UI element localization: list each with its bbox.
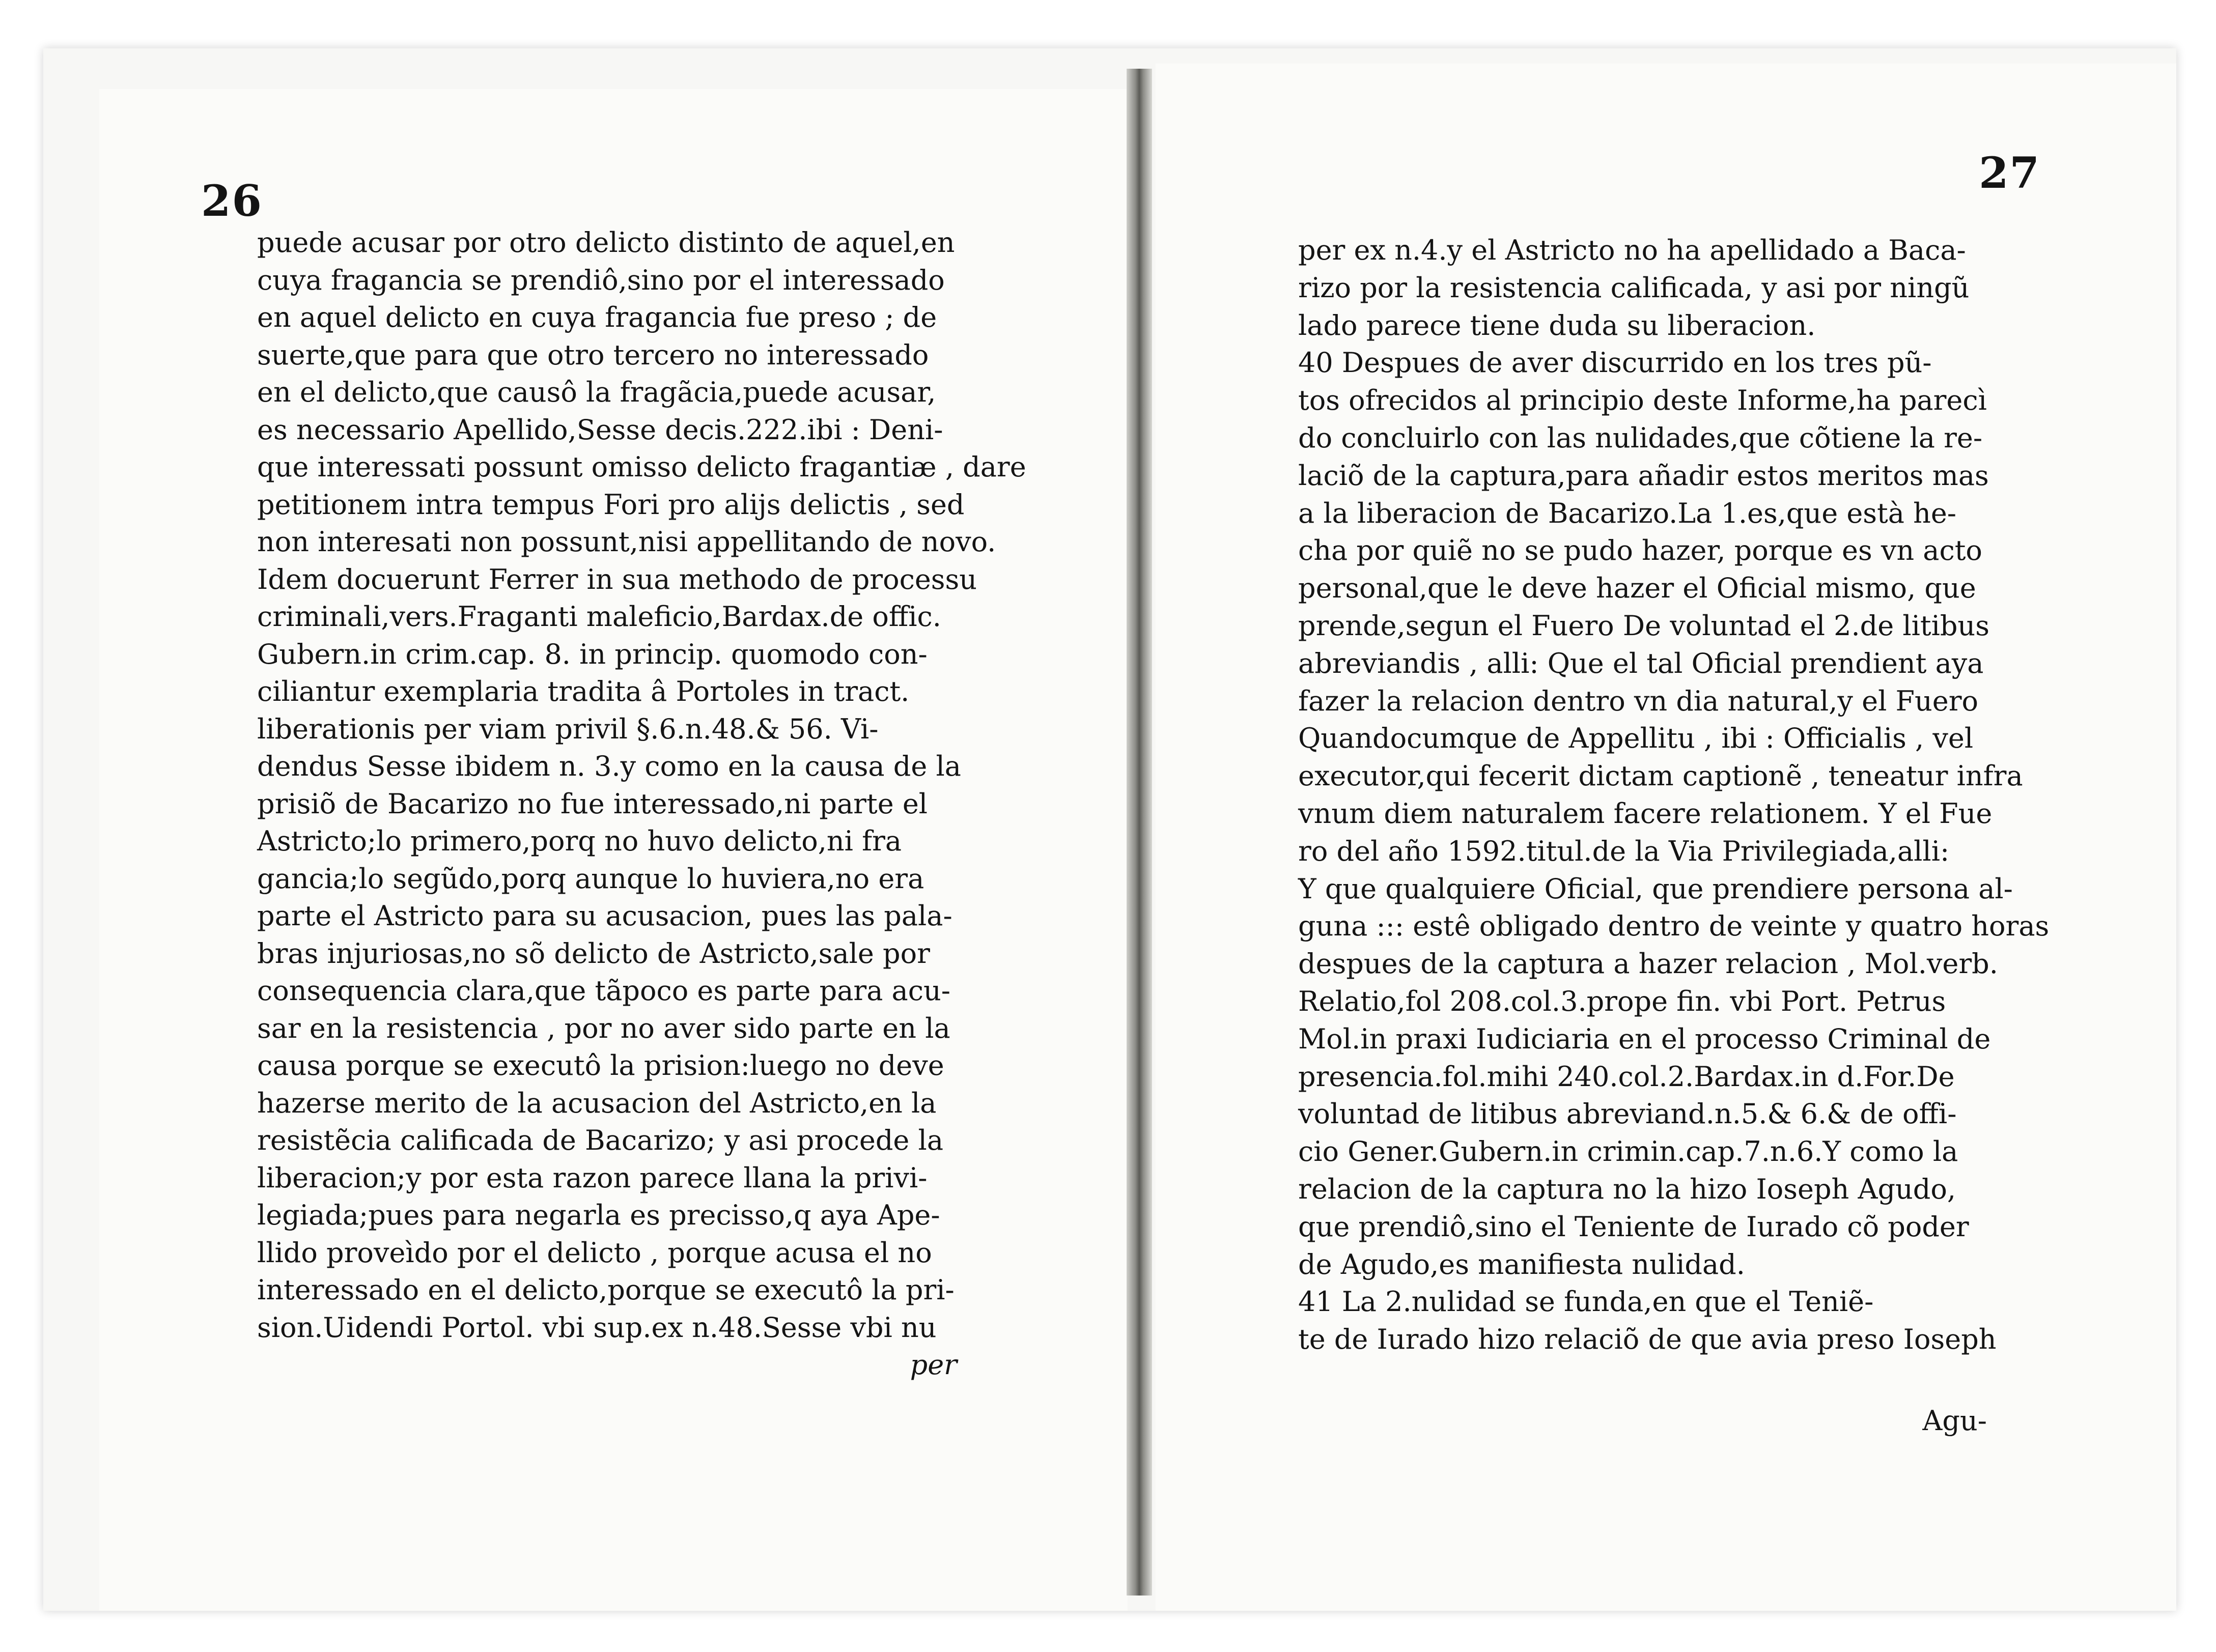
- right-text-line: personal,que le deve hazer el Oficial mismo, que: [1298, 572, 1976, 605]
- right-text-line: Mol.in praxi Iudiciaria en el processo Criminal de: [1298, 1022, 1991, 1055]
- right-page-catchword: Agu-: [1922, 1405, 1987, 1437]
- right-text-line: ro del año 1592.titul.de la Via Privilegiada,alli:: [1298, 835, 1950, 867]
- book-gutter: [1127, 69, 1152, 1596]
- right-text-line: lado parece tiene duda su liberacion.: [1298, 309, 1816, 341]
- left-text-line: gancia;lo segũdo,porq aunque lo huviera,no era: [257, 862, 924, 895]
- left-text-line: resistẽcia calificada de Bacarizo; y asi procede la: [257, 1124, 944, 1156]
- right-text-line: cio Gener.Gubern.in crimin.cap.7.n.6.Y como la: [1298, 1135, 1958, 1168]
- left-page-text: [257, 224, 1026, 1384]
- left-text-line: petitionem intra tempus Fori pro alijs delictis , sed: [257, 488, 965, 521]
- right-page-text: [1298, 232, 2050, 1358]
- left-text-line: bras injuriosas,no sõ delicto de Astricto,sale por: [257, 937, 930, 970]
- right-text-line: abreviandis , alli: Que el tal Oficial prendient aya: [1298, 647, 1984, 679]
- left-text-line: en aquel delicto en cuya fragancia fue preso ; de: [257, 301, 937, 333]
- right-text-line: voluntad de litibus abreviand.n.5.& 6.& de offi-: [1298, 1098, 1957, 1130]
- right-text-line: despues de la captura a hazer relacion , Mol.verb.: [1298, 948, 1998, 980]
- left-text-line: criminali,vers.Fraganti maleficio,Bardax.de offic.: [257, 601, 941, 633]
- left-text-line: parte el Astricto para su acusacion, pues las pala-: [257, 900, 952, 932]
- right-text-line: a la liberacion de Bacarizo.La 1.es,que està he-: [1298, 497, 1957, 529]
- left-text-line: sar en la resistencia , por no aver sido parte en la: [257, 1012, 950, 1044]
- right-text-line: Quandocumque de Appellitu , ibi : Officialis , vel: [1298, 722, 1974, 755]
- left-text-line: cuya fragancia se prendiô,sino por el interessado: [257, 264, 945, 296]
- left-text-line: causa porque se executô la prision:luego no deve: [257, 1049, 944, 1081]
- right-text-line: Y que qualquiere Oficial, que prendiere persona al-: [1298, 872, 2013, 905]
- left-text-line: llido proveìdo por el delicto , porque acusa el no: [257, 1236, 932, 1269]
- left-text-line: Idem docuerunt Ferrer in sua methodo de processu: [257, 563, 977, 595]
- left-text-line: interessado en el delicto,porque se executô la pri-: [257, 1274, 955, 1306]
- left-text-line: ciliantur exemplaria tradita â Portoles in tract.: [257, 675, 910, 707]
- right-text-line: prende,segun el Fuero De voluntad el 2.de litibus: [1298, 609, 1989, 642]
- right-page-number: 27: [1979, 148, 2040, 198]
- right-text-line: 41 La 2.nulidad se funda,en que el Teniẽ-: [1298, 1286, 1874, 1318]
- right-text-line: Relatio,fol 208.col.3.prope fin. vbi Port. Petrus: [1298, 985, 1946, 1017]
- right-text-line: presencia.fol.mihi 240.col.2.Bardax.in d.For.De: [1298, 1060, 1955, 1093]
- right-text-line: vnum diem naturalem facere relationem. Y el Fue: [1298, 797, 1993, 830]
- right-text-line: relacion de la captura no la hizo Ioseph Agudo,: [1298, 1173, 1956, 1205]
- left-text-line: consequencia clara,que tãpoco es parte para acu-: [257, 975, 951, 1007]
- left-text-line: es necessario Apellido,Sesse decis.222.ibi : Deni-: [257, 413, 943, 446]
- left-text-line: Gubern.in crim.cap. 8. in princip. quomodo con-: [257, 638, 928, 670]
- right-text-line: cha por quiẽ no se pudo hazer, porque es vn acto: [1298, 534, 1982, 567]
- left-text-line: liberacion;y por esta razon parece llana la privi-: [257, 1161, 928, 1194]
- right-text-line: do concluirlo con las nulidades,que cõtiene la re-: [1298, 421, 1983, 454]
- right-text-line: de Agudo,es manifiesta nulidad.: [1298, 1248, 1745, 1280]
- left-text-line: prisiõ de Bacarizo no fue interessado,ni parte el: [257, 787, 928, 820]
- left-text-line: hazerse merito de la acusacion del Astricto,en la: [257, 1087, 937, 1119]
- left-text-line: non interesati non possunt,nisi appellitando de novo.: [257, 526, 996, 558]
- left-text-line: en el delicto,que causô la fragãcia,puede acusar,: [257, 376, 936, 408]
- right-text-line: per ex n.4.y el Astricto no ha apellidado a Baca-: [1298, 234, 1966, 266]
- left-page-catchword: per: [910, 1349, 957, 1381]
- right-text-line: 40 Despues de aver discurrido en los tres pũ-: [1298, 347, 1932, 379]
- left-text-line: sion.Uidendi Portol. vbi sup.ex n.48.Sesse vbi nu: [257, 1311, 937, 1344]
- right-text-line: fazer la relacion dentro vn dia natural,y el Fuero: [1298, 685, 1979, 717]
- right-text-line: rizo por la resistencia calificada, y asi por ningũ: [1298, 271, 1970, 304]
- right-text-line: tos ofrecidos al principio deste Informe,ha parecì: [1298, 384, 1987, 417]
- right-text-line: guna ::: estê obligado dentro de veinte y quatro horas: [1298, 910, 2050, 943]
- left-page-number: 26: [201, 176, 263, 226]
- right-text-line: te de Iurado hizo relaciõ de que avia preso Ioseph: [1298, 1323, 1997, 1356]
- left-text-line: dendus Sesse ibidem n. 3.y como en la causa de la: [257, 750, 961, 782]
- left-text-line: Astricto;lo primero,porq no huvo delicto,ni fra: [257, 825, 902, 857]
- left-text-line: suerte,que para que otro tercero no interessado: [257, 338, 929, 371]
- right-text-line: que prendiô,sino el Teniente de Iurado cõ poder: [1298, 1210, 1969, 1243]
- left-text-line: que interessati possunt omisso delicto fragantiæ , dare: [257, 451, 1026, 483]
- left-text-line: liberationis per viam privil §.6.n.48.& 56. Vi-: [257, 713, 879, 745]
- right-text-line: laciõ de la captura,para añadir estos meritos mas: [1298, 459, 1989, 492]
- left-text-line: legiada;pues para negarla es precisso,q aya Ape-: [257, 1199, 940, 1231]
- left-text-line: puede acusar por otro delicto distinto de aquel,en: [257, 226, 955, 259]
- right-text-line: executor,qui fecerit dictam captionẽ , teneatur infra: [1298, 760, 2023, 792]
